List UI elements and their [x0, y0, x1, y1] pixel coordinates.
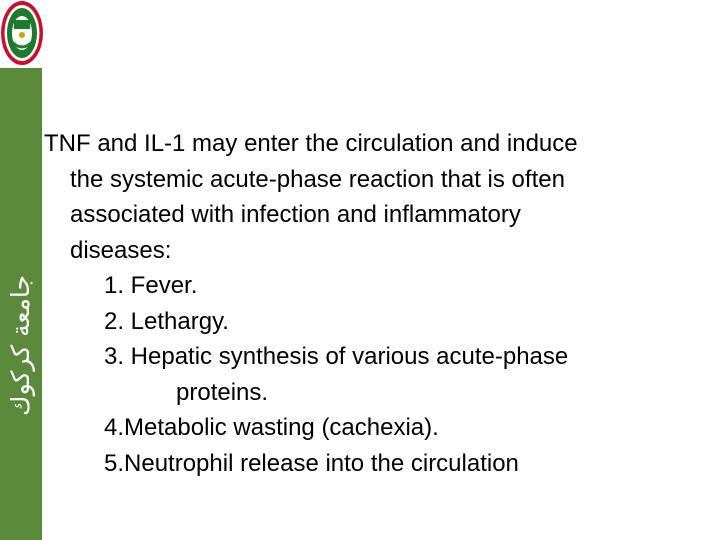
paragraph-line: associated with infection and inflammatory	[70, 201, 521, 228]
sidebar-text: جامعة كركوك	[5, 274, 35, 416]
list-item-fever: 1. Fever.	[104, 272, 198, 299]
university-seal-icon	[0, 0, 44, 66]
list-item-continuation: proteins.	[176, 378, 269, 406]
slide-body	[44, 126, 664, 481]
list-item-hepatic-synthesis: 3. Hepatic synthesis of various acute-phase	[104, 343, 569, 370]
sidebar-university-name	[2, 240, 38, 450]
list-item-lethargy: 2. Lethargy.	[104, 307, 229, 335]
list-item-neutrophil-release: 5.Neutrophil release into the circulation	[104, 449, 519, 477]
list-item-metabolic-wasting: 4.Metabolic wasting (cachexia).	[104, 414, 439, 441]
paragraph-line: the systemic acute-phase reaction that is often	[70, 165, 565, 193]
paragraph-line: diseases:	[70, 236, 172, 264]
paragraph-line: TNF and IL-1 may enter the circulation and induce	[44, 130, 578, 157]
